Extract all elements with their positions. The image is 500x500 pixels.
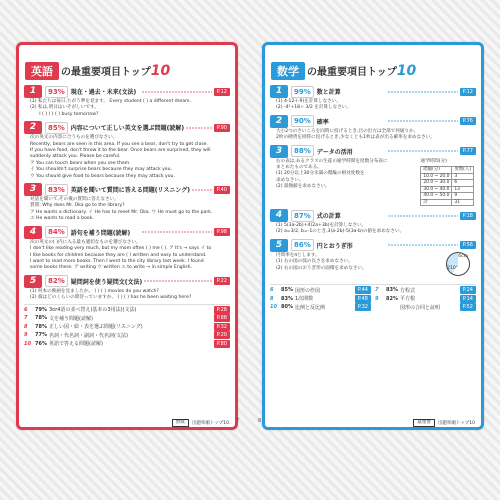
text-line: 大小2つのさいころを同時に投げるとき,目の出方は全部で何通りか。: [276, 128, 419, 134]
item-body: [270, 252, 476, 282]
minor-rate: 83%: [386, 287, 398, 294]
minor-rank: 7: [375, 287, 379, 294]
text-line: 円周率をπとします。: [276, 252, 320, 258]
minor-rank: 7: [24, 315, 28, 322]
table-row: [421, 199, 474, 206]
divider-bar: [144, 280, 212, 282]
rank-badge: 1: [24, 85, 42, 98]
divider-bar: [388, 91, 458, 93]
text-line: (2) 右の図のおうぎ形の面積を求めなさい。: [276, 265, 367, 271]
divider-bar: [388, 244, 458, 246]
ranked-item: [24, 183, 230, 223]
minor-rate: 83%: [281, 295, 293, 302]
minor-title: 図形の作図: [295, 287, 321, 294]
rate-badge: 83%: [45, 184, 68, 196]
minor-title: 図形の合同と証明: [400, 304, 441, 311]
item-header: [24, 226, 230, 239]
minor-list-item: [375, 303, 476, 312]
text-line: 対話を聞いて,その後の質問に答えなさい。: [30, 197, 119, 203]
item-header: [270, 209, 476, 222]
item-title: 式の計算: [316, 213, 341, 221]
item-header: [270, 115, 476, 128]
table-header-cell: 度数(人): [452, 167, 474, 174]
minor-rank: 9: [375, 295, 379, 302]
divider-bar: [142, 231, 212, 233]
text-line: まとめたものである。: [276, 165, 322, 171]
page-ref-link[interactable]: P.52: [460, 303, 476, 311]
minor-list-item: [270, 303, 371, 312]
divider-bar: [388, 150, 458, 152]
page-ref-link[interactable]: P.20: [214, 331, 230, 339]
ranked-item: [24, 121, 230, 180]
page-ref-link[interactable]: P.44: [355, 286, 371, 294]
english-minor-list: [24, 304, 230, 349]
rank-badge: 1: [270, 85, 288, 98]
rate-badge: 90%: [291, 115, 314, 127]
item-header: [24, 183, 230, 196]
divider-bar: [142, 91, 212, 93]
minor-title: 方程式: [400, 287, 416, 294]
item-header: [270, 239, 476, 252]
text-line: (1) 何本の映画を見ましたか。 ( ) ( ) movies do you watch?: [30, 288, 159, 294]
divider-bar: [192, 189, 212, 191]
text-line: (2) a=3/2, b=-1のとき,3(a-2b)-5(3a-b)の値を求めなさい。: [276, 229, 405, 235]
minor-rank: 8: [270, 295, 274, 302]
minor-list-item: [375, 294, 476, 303]
minor-list-item: [24, 331, 230, 340]
minor-list-item: [24, 306, 230, 315]
rate-badge: 87%: [291, 210, 314, 222]
text-line: 次の英文の( )内に入る最も適切なものを選びなさい。: [30, 239, 141, 245]
footer-text: 出題率順トップ10: [191, 421, 229, 426]
text-line: 2枚の硬貨を同時に投げるとき,少なくとも1枚は表が出る確率を求めなさい。: [276, 135, 435, 141]
header-text: の最重要項目トップ: [61, 67, 151, 78]
item-title: 内容について正しい英文を選ぶ問題(読解): [70, 125, 185, 133]
minor-title: 英語で答える問題(読解): [49, 341, 103, 348]
page-ref-link[interactable]: P.40: [214, 186, 230, 194]
rank-badge: 2: [270, 115, 288, 128]
page-ref-link[interactable]: P.48: [355, 295, 371, 303]
minor-title: 1次関数: [295, 296, 314, 303]
rank-badge: 2: [24, 121, 42, 134]
minor-rank: 8: [24, 323, 28, 330]
math-page: [262, 42, 484, 430]
page-ref-link[interactable]: P.32: [214, 323, 230, 331]
text-line: (1) 右の図の弧の長さを求めなさい。: [276, 259, 353, 265]
table-cell: 9: [452, 193, 474, 200]
radius-label: 6cm: [458, 253, 468, 259]
item-body: [24, 288, 230, 302]
math-footer: [265, 419, 481, 427]
item-title: 語句を補う問題(読解): [70, 229, 131, 237]
text-line: some books there. ア writing ウ written エ to write → in simple English.: [30, 265, 192, 271]
header-number: 10: [150, 63, 171, 79]
minor-rank: 10: [270, 304, 277, 311]
table-header-cell: 階級(分): [421, 167, 452, 174]
item-body: [270, 158, 476, 206]
table-cell: 31: [452, 199, 474, 206]
item-text: [276, 159, 417, 206]
header-text: の最重要項目トップ: [307, 67, 397, 78]
table-caption: 通学時間(分): [420, 158, 447, 164]
text-line: (1) 私たちは毎日,ちがう夢を見ます。 Every student ( ) a different dream.: [30, 99, 191, 104]
text-line: I ( ) ( ) ( ) busy tomorrow?: [30, 111, 99, 117]
item-title: 英語を聞いて質問に答える問題(リスニング): [70, 187, 191, 195]
minor-rank: 6: [24, 306, 28, 313]
page-ref-link[interactable]: P.14: [460, 295, 476, 303]
text-line: エ He wants to read a book.: [30, 216, 94, 222]
rank-badge: 3: [24, 183, 42, 196]
rank-badge: 5: [270, 239, 288, 252]
text-line: (2) 最頻値を求めなさい。: [276, 184, 330, 190]
minor-rank: 10: [24, 340, 31, 347]
text-line: (2) -4²+18÷ 3/2 を計算しなさい。: [276, 105, 351, 111]
page-ref-link[interactable]: P.24: [460, 286, 476, 294]
divider-bar: [388, 215, 458, 217]
rank-badge: 3: [270, 145, 288, 158]
rate-badge: 82%: [45, 275, 68, 287]
rate-badge: 88%: [291, 145, 314, 157]
text-line: 右の表は,あるクラスの生徒の通学時間を度数分布表に: [276, 158, 388, 164]
english-header: [25, 61, 229, 81]
table-cell: 計: [421, 199, 452, 206]
ranked-item: [24, 275, 230, 302]
page-ref-link[interactable]: P.12: [460, 88, 476, 96]
minor-list-item: [270, 286, 371, 295]
text-line: If you have food, don't throw it to the bear. Once bears are surprised, they will: [30, 148, 211, 154]
math-minor-list: [270, 284, 476, 312]
minor-title: 文を補う問題(読解): [49, 315, 93, 322]
rate-badge: 93%: [45, 86, 68, 98]
rate-badge: 99%: [291, 86, 314, 98]
page-ref-link[interactable]: P.32: [355, 303, 371, 311]
rate-badge: 84%: [45, 226, 68, 238]
item-body: [270, 128, 476, 142]
page-ref-link[interactable]: P.98: [214, 228, 230, 236]
item-header: [24, 275, 230, 288]
text-line: (1) 5(3a-2b)+4(2a+3b)を計算しなさい。: [276, 223, 367, 229]
item-header: [270, 145, 476, 158]
header-number: 10: [396, 63, 417, 79]
text-line: ア He wants a dictionary. イ He has to meet Mr. Oka. ウ He must go to the park.: [30, 209, 213, 215]
minor-title: 名詞・代名詞・副詞・代名詞(文法): [49, 332, 128, 339]
minor-rate: 79%: [35, 306, 47, 313]
page-ref-link[interactable]: P.88: [214, 314, 230, 322]
text-line: ア You can touch bears when you see them.: [30, 160, 131, 166]
ranked-item: [24, 226, 230, 272]
text-line: (2) 私は,明日はいそがしいです。: [30, 105, 99, 111]
item-body: [24, 98, 230, 118]
item-title: 現在・過去・未来(文法): [70, 89, 137, 96]
text-line: (2) 彼はどのくらいの間待っていますか。 ( ) ( ) has he been waiting here?: [30, 295, 192, 301]
minor-rate: 77%: [35, 332, 47, 339]
table-cell: 40.0 ~ 50.0: [421, 193, 452, 200]
item-body: [270, 222, 476, 236]
rank-badge: 5: [24, 275, 42, 288]
page-ref-link[interactable]: P.77: [460, 147, 476, 155]
math-items: [265, 85, 481, 282]
item-header: [270, 85, 476, 98]
table-cell: 30.0 ~ 40.0: [421, 186, 452, 193]
minor-title: 比例と反比例: [295, 304, 326, 311]
minor-rate: 78%: [35, 323, 47, 330]
table-cell: 10.0 ~ 20.0: [421, 173, 452, 180]
angle-label: 210°: [447, 265, 458, 271]
minor-title: 平方根: [400, 296, 416, 303]
minor-list-item: [24, 340, 230, 349]
item-body: [270, 98, 476, 112]
ranked-item: [270, 145, 476, 206]
english-items: [19, 85, 235, 302]
text-line: 次の英文の内容に合うものを選びなさい。: [30, 135, 118, 141]
minor-list-item: [24, 323, 230, 332]
text-line: (1) 4-12-(-9)を計算しなさい。: [276, 99, 341, 104]
math-header: [271, 61, 475, 81]
minor-title: 3or4語の並べ替え(基本の3用法)(文法): [49, 307, 137, 314]
ranked-item: [270, 115, 476, 142]
page-ref-link[interactable]: P.18: [460, 212, 476, 220]
subject-label: 数学: [271, 62, 305, 80]
subject-label: 英語: [25, 62, 59, 80]
text-line: Recently, bears are seen in this area. If you see a bear, don't try to get close.: [30, 141, 208, 147]
page-ref-link[interactable]: P.22: [214, 277, 230, 285]
minor-list-item: [24, 314, 230, 323]
minor-title: 正しい図・絵・表を選ぶ問題(リスニング): [49, 324, 143, 331]
ranked-item: [24, 85, 230, 118]
text-line: 求めなさい。: [276, 177, 304, 183]
minor-rank: 6: [270, 287, 274, 294]
divider-bar: [186, 127, 212, 129]
table-cell: 13: [452, 186, 474, 193]
table-cell: 20.0 ~ 30.0: [421, 180, 452, 187]
page-number-left: 7: [236, 418, 240, 424]
text-line: suddenly attack you. Please be careful.: [30, 154, 121, 160]
text-line: (1) 20分以上30分未満の階級の相対度数を: [276, 171, 365, 177]
item-title: 確率: [316, 118, 329, 126]
ranked-item: [270, 209, 476, 236]
text-line: 質問: Why does Mr. Oka go to the library?: [30, 203, 125, 209]
minor-rank: 9: [24, 332, 28, 339]
frequency-table-wrap: [420, 159, 474, 206]
ranked-item: [270, 239, 476, 282]
item-title: 数と計算: [316, 89, 341, 96]
item-body: [24, 239, 230, 272]
page-ref-link[interactable]: P.90: [214, 124, 230, 132]
page-ref-link[interactable]: P.28: [214, 306, 230, 314]
minor-list-item: [375, 286, 476, 295]
table-cell: 6: [452, 180, 474, 187]
minor-rate: 85%: [281, 287, 293, 294]
divider-bar: [388, 120, 458, 122]
text-line: ウ You should give food to bears because they may attack you.: [30, 173, 175, 179]
page-ref-link[interactable]: P.80: [214, 340, 230, 348]
footer-box: 無駄: [172, 419, 189, 427]
minor-rate: 80%: [281, 304, 293, 311]
footer-text: 出題率順トップ10: [437, 421, 475, 426]
text-line: I don't like reading very much, but my mom often ( ) me ( ). ア It's → says イ to: [30, 246, 212, 252]
table-cell: 3: [452, 173, 474, 180]
rank-badge: 4: [24, 226, 42, 239]
item-body: [24, 134, 230, 180]
frequency-table: [420, 166, 474, 206]
item-title: 円とおうぎ形: [316, 242, 353, 250]
item-header: [24, 85, 230, 98]
footer-box: 最重要: [413, 419, 435, 427]
minor-list-item: [270, 294, 371, 303]
english-page: [16, 42, 238, 430]
rate-badge: 86%: [291, 239, 314, 251]
minor-rate: 78%: [35, 315, 47, 322]
page-ref-link[interactable]: P.56: [460, 241, 476, 249]
minor-rate: 76%: [35, 340, 47, 347]
ranked-item: [270, 85, 476, 112]
item-title: 疑問詞を使う疑問文(文法): [70, 278, 143, 286]
text-line: イ You shouldn't surprise bears because they may attack you.: [30, 167, 172, 173]
page-ref-link[interactable]: P.76: [460, 117, 476, 125]
item-title: データの活用: [316, 148, 353, 156]
item-body: [24, 196, 230, 223]
page-number-right: 8: [258, 418, 262, 424]
english-footer: [19, 419, 235, 427]
text-line: I want to read more books. Then I went to the city library last week. I found: [30, 258, 204, 264]
item-header: [24, 121, 230, 134]
minor-rate: 82%: [386, 295, 398, 302]
rate-badge: 85%: [45, 122, 68, 134]
page-ref-link[interactable]: P.12: [214, 88, 230, 96]
text-line: I like books for children because they are ( ) written and easy to understand.: [30, 252, 207, 258]
rank-badge: 4: [270, 209, 288, 222]
